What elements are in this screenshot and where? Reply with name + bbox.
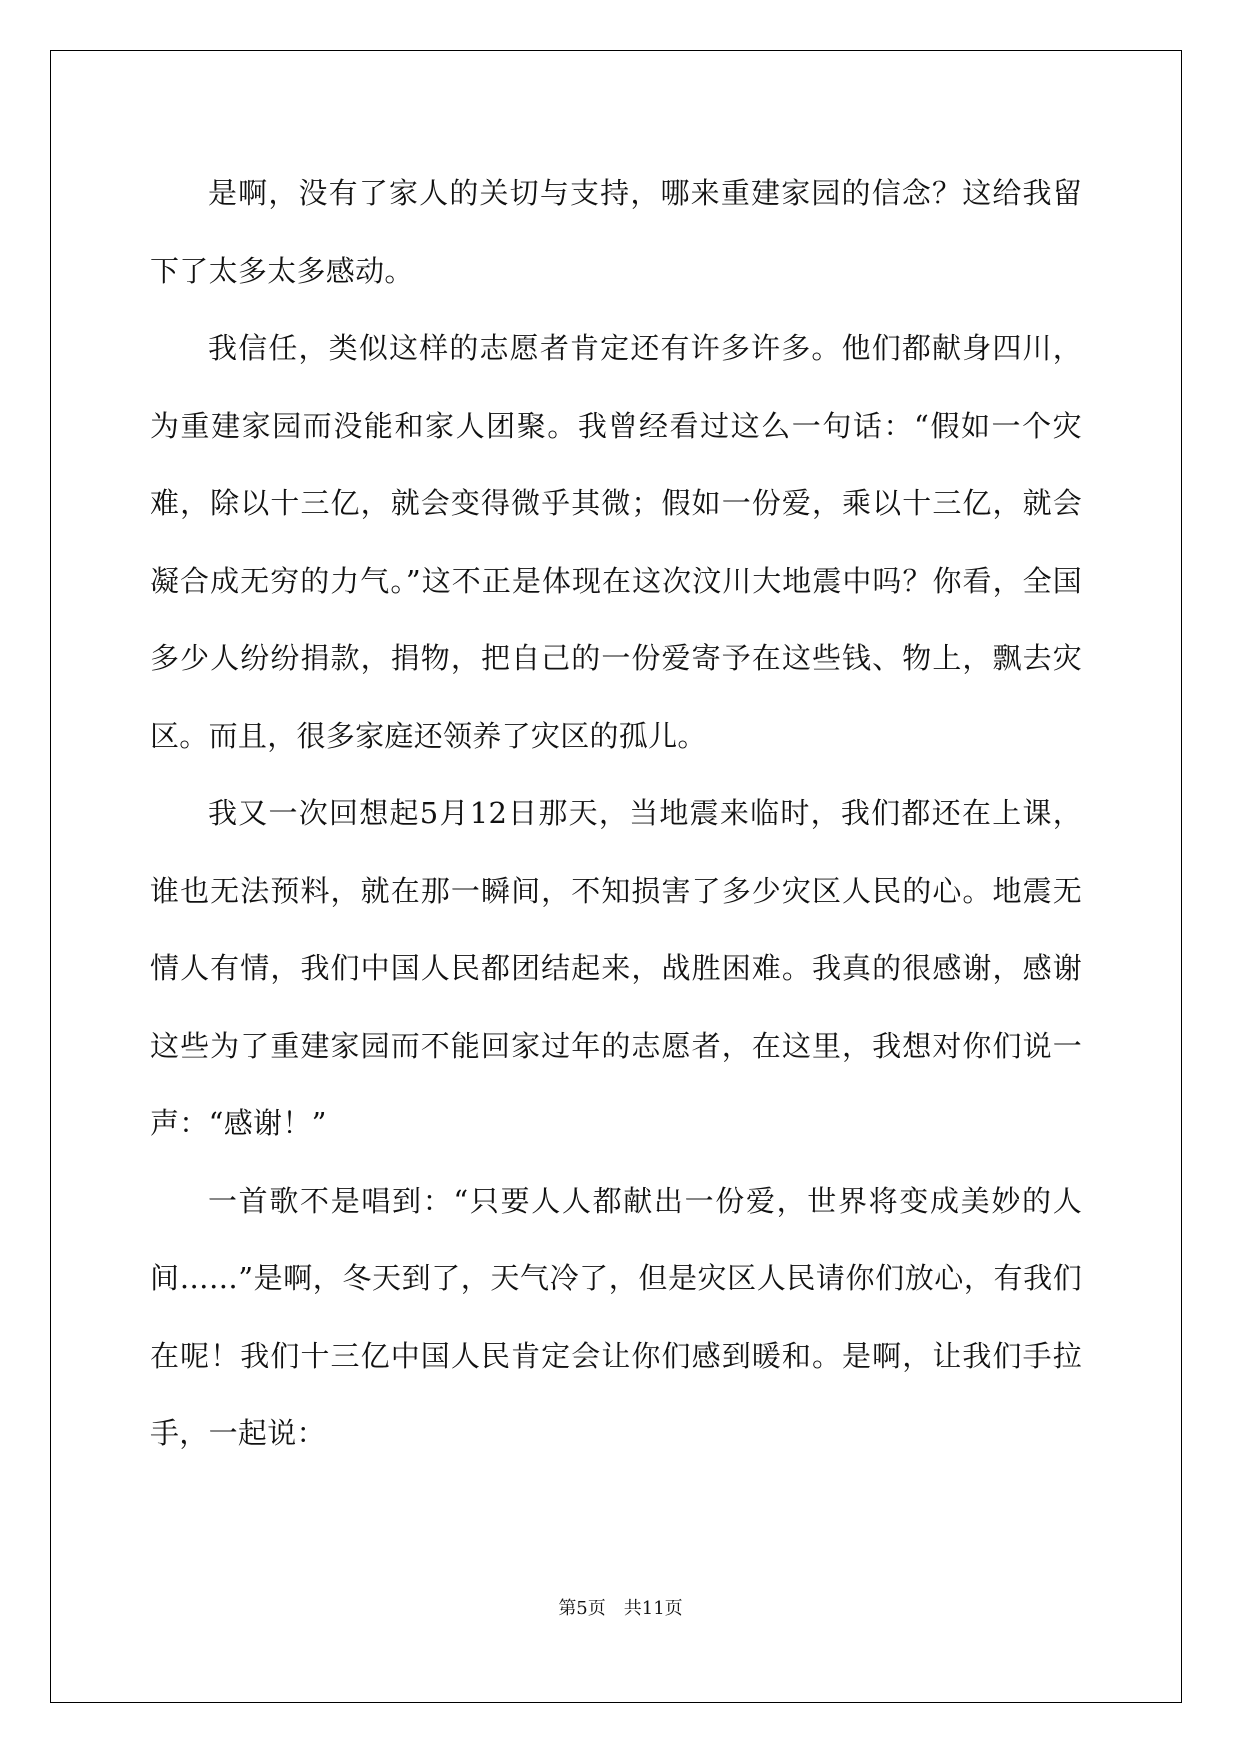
paragraph-2: 我信任，类似这样的志愿者肯定还有许多许多。他们都献身四川，为重建家园而没能和家人团聚。我曾经看过这么一句话：“假如一个灾难，除以十三亿，就会变得微乎其微；假如一份爱，乘以十三亿，就会凝合成无穷的力气。”这不正是体现在这次汶川大地震中吗？你看，全国多少人纷纷捐款，捐物，把自己的一份爱寄予在这些钱、物上，飘去灾区。而且，很多家庭还领养了灾区的孤儿。 xyxy=(150,331,1082,753)
paragraph-1: 是啊，没有了家人的关切与支持，哪来重建家园的信念？这给我留下了太多太多感动。 xyxy=(150,176,1082,288)
paragraph-3: 我又一次回想起5月12日那天，当地震来临时，我们都还在上课，谁也无法预料，就在那一瞬间，不知损害了多少灾区人民的心。地震无情人有情，我们中国人民都团结起来，战胜困难。我真的很感谢，感谢这些为了重建家园而不能回家过年的志愿者，在这里，我想对你们说一声：“感谢！” xyxy=(150,796,1082,1140)
document-body xyxy=(150,155,1082,1473)
page-total: 共11页 xyxy=(623,1598,683,1619)
paragraph-4: 一首歌不是唱到：“只要人人都献出一份爱，世界将变成美妙的人间……”是啊，冬天到了，天气冷了，但是灾区人民请你们放心，有我们在呢！我们十三亿中国人民肯定会让你们感到暖和。是啊，让我们手拉手，一起说： xyxy=(150,1183,1082,1450)
page-number: 第5页 xyxy=(558,1598,606,1619)
page-footer xyxy=(0,1594,1241,1620)
